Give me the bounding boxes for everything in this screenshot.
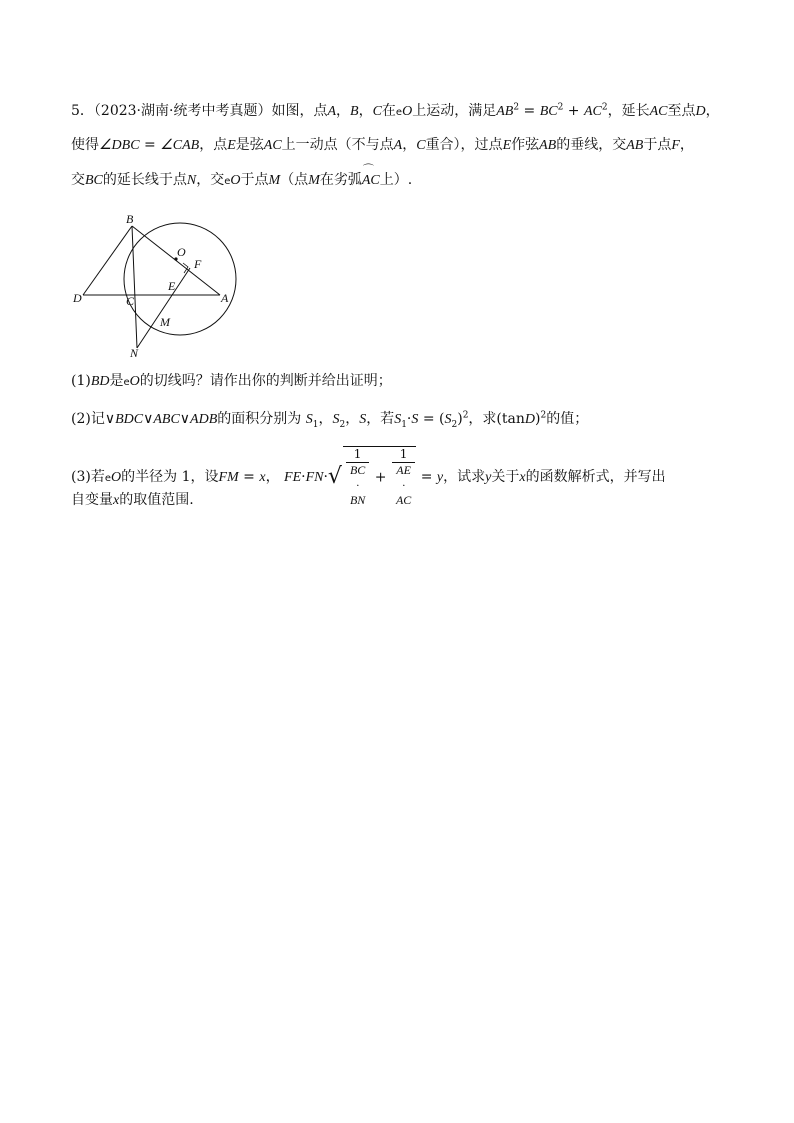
text: ， bbox=[318, 411, 333, 427]
text: 是 bbox=[109, 373, 124, 389]
question-number: (1) bbox=[71, 373, 91, 389]
text: 记 bbox=[90, 411, 105, 427]
point-label: O bbox=[230, 173, 241, 188]
point-label: A bbox=[327, 104, 337, 119]
triangle-symbol: ∨ bbox=[179, 411, 191, 427]
label-m: M bbox=[160, 315, 170, 329]
variable-y: y bbox=[485, 470, 492, 485]
segment-label: FE bbox=[284, 470, 302, 485]
question-3-line-2 bbox=[71, 490, 194, 511]
text: 上）. bbox=[379, 172, 413, 188]
text: 是弦 bbox=[235, 137, 264, 153]
triangle-label: ADB bbox=[190, 412, 218, 427]
text: ， bbox=[336, 103, 351, 119]
text: 的延长线于点 bbox=[102, 172, 187, 188]
circle-symbol: e bbox=[104, 473, 111, 484]
plus: + bbox=[563, 103, 584, 119]
variable-x: x bbox=[259, 470, 266, 485]
text: 的函数解析式，并写出 bbox=[525, 469, 666, 485]
text: ， bbox=[679, 137, 694, 153]
variable-y: y bbox=[436, 470, 444, 485]
text: 重合），过点 bbox=[425, 137, 503, 153]
text: 作弦 bbox=[511, 137, 540, 153]
segment-label: AC bbox=[395, 493, 412, 507]
equals: = bbox=[519, 103, 540, 119]
point-label: O bbox=[129, 374, 140, 389]
point-label: C bbox=[416, 138, 426, 153]
label-o: O bbox=[177, 245, 186, 259]
point-label: F bbox=[671, 138, 680, 153]
angle-label: ∠DBC bbox=[99, 138, 140, 153]
text: 于点 bbox=[643, 137, 672, 153]
arc-label: ⌒ AC bbox=[362, 171, 380, 191]
segment-label: FM bbox=[218, 470, 239, 485]
area-symbol: S bbox=[444, 412, 452, 427]
angle-label: ∠CAB bbox=[160, 138, 200, 153]
problem-line-1 bbox=[71, 101, 720, 123]
superscript: 2 bbox=[462, 410, 469, 421]
segment-label: BC bbox=[539, 104, 558, 119]
point-label: D bbox=[695, 104, 706, 119]
segment-label: BD bbox=[90, 374, 110, 389]
text: ，点 bbox=[199, 137, 228, 153]
segment-label: BC bbox=[349, 463, 366, 477]
radical-sign: √ bbox=[327, 464, 342, 489]
text: ，交 bbox=[196, 172, 225, 188]
question-1 bbox=[71, 371, 392, 393]
triangle-symbol: ∨ bbox=[143, 411, 154, 427]
area-symbol: S bbox=[332, 412, 340, 427]
point-label: C bbox=[372, 104, 382, 119]
text: 使得 bbox=[71, 137, 99, 153]
label-c: C bbox=[126, 294, 135, 308]
label-n: N bbox=[130, 346, 139, 358]
text: 的半径为 1，设 bbox=[121, 469, 219, 485]
text: ，延长 bbox=[607, 103, 650, 119]
text: 在 bbox=[381, 103, 396, 119]
superscript: 2 bbox=[557, 102, 564, 113]
text: ， bbox=[705, 103, 720, 119]
point-label: O bbox=[402, 104, 413, 119]
subscript: 1 bbox=[401, 419, 407, 430]
text: ，若 bbox=[366, 411, 395, 427]
point-label: A bbox=[393, 138, 403, 153]
triangle-label: ABC bbox=[153, 412, 180, 427]
text: 如图，点 bbox=[271, 103, 328, 119]
numerator: 1 bbox=[346, 447, 369, 463]
text: （点 bbox=[280, 172, 309, 188]
point-label: D bbox=[524, 412, 536, 427]
fraction-1 bbox=[346, 447, 369, 508]
circle-symbol: e bbox=[123, 377, 130, 388]
segment-label: AC bbox=[649, 104, 668, 119]
segment-label: AC bbox=[583, 104, 602, 119]
segment-label: AB bbox=[539, 138, 557, 153]
segment-label: AB bbox=[626, 138, 644, 153]
text: ， bbox=[402, 137, 417, 153]
fraction-2 bbox=[392, 447, 415, 508]
point-label: E bbox=[227, 138, 236, 153]
circle-symbol: e bbox=[395, 107, 403, 118]
dot: · bbox=[356, 478, 360, 492]
segment-label: AC bbox=[263, 138, 282, 153]
text: 关于 bbox=[491, 469, 520, 485]
point-label: B bbox=[350, 104, 359, 119]
problem-line-2 bbox=[71, 135, 694, 156]
equals: = bbox=[238, 469, 260, 485]
text: ，试求 bbox=[443, 469, 486, 485]
problem-source: （2023·湖南·统考中考真题） bbox=[93, 103, 272, 119]
superscript: 2 bbox=[601, 102, 608, 113]
point-label: O bbox=[111, 470, 122, 485]
segment-label: AE bbox=[396, 463, 411, 477]
tan-function: tan bbox=[501, 411, 525, 427]
label-b: B bbox=[126, 212, 134, 226]
subscript: 2 bbox=[451, 419, 458, 430]
text: 上一动点（不与点 bbox=[281, 137, 394, 153]
label-d: D bbox=[73, 291, 82, 305]
point-label: M bbox=[308, 173, 320, 188]
area-symbol: S bbox=[394, 412, 402, 427]
point-label: E bbox=[502, 138, 512, 153]
label-f: F bbox=[194, 257, 202, 271]
area-symbol: S bbox=[411, 412, 419, 427]
subscript: 2 bbox=[339, 419, 346, 430]
point-label: M bbox=[268, 173, 281, 188]
text: 自变量 bbox=[71, 492, 113, 508]
triangle-label: BDC bbox=[115, 412, 144, 427]
equals: = bbox=[418, 411, 440, 427]
superscript: 2 bbox=[513, 102, 520, 113]
triangle-symbol: ∨ bbox=[104, 411, 116, 427]
variable-x: x bbox=[519, 470, 526, 485]
text: 的值； bbox=[546, 411, 589, 427]
text: 至点 bbox=[667, 103, 696, 119]
text: 的取值范围. bbox=[119, 492, 194, 508]
label-e: E bbox=[168, 279, 176, 293]
dot: · bbox=[402, 478, 406, 492]
segment-label: BN bbox=[349, 493, 366, 507]
label-a: A bbox=[221, 291, 229, 305]
question-number: (3) bbox=[71, 469, 91, 485]
problem-line-3 bbox=[71, 170, 412, 192]
text: 上运动，满足 bbox=[412, 103, 497, 119]
text: ，求 bbox=[468, 411, 497, 427]
text: 的面积分别为 bbox=[217, 411, 302, 427]
dot: · bbox=[323, 469, 328, 485]
text: 在劣弧 bbox=[319, 172, 362, 188]
text: 交 bbox=[71, 172, 85, 188]
segment-label: BC bbox=[85, 173, 103, 188]
area-symbol: S bbox=[305, 412, 313, 427]
text: ， bbox=[345, 411, 360, 427]
geometry-figure bbox=[70, 208, 250, 358]
dot: · bbox=[301, 469, 306, 485]
radicand bbox=[343, 446, 416, 508]
superscript: 2 bbox=[540, 410, 547, 421]
circle-symbol: e bbox=[224, 176, 231, 187]
text: ， bbox=[358, 103, 373, 119]
segment-label: FN bbox=[305, 470, 324, 485]
variable-x: x bbox=[113, 493, 120, 508]
denominator bbox=[346, 463, 369, 508]
problem-number: 5． bbox=[71, 103, 94, 119]
question-2: (2)记∨BDC∨ABC∨ADB的面积分别为 $S_1$，$S_2$，S，若$S_1\cdot S = (S_2)^2$，求$(\tan D)^2$的值； bbox=[71, 410, 589, 430]
circle-o bbox=[124, 223, 236, 335]
text: 的垂线，交 bbox=[556, 137, 627, 153]
segment-label: AB bbox=[496, 104, 514, 119]
equals: = bbox=[416, 469, 437, 485]
text: 的切线吗？请作出你的判断并给出证明； bbox=[139, 373, 392, 389]
question-number: (2) bbox=[71, 411, 91, 427]
area-symbol: S bbox=[359, 412, 367, 427]
dot: · bbox=[406, 411, 412, 427]
text: 于点 bbox=[240, 172, 269, 188]
subscript: 1 bbox=[312, 419, 319, 430]
denominator bbox=[392, 463, 415, 508]
point-label: N bbox=[186, 173, 197, 188]
plus: + bbox=[370, 469, 391, 486]
text: 若 bbox=[90, 469, 105, 485]
equals: = bbox=[139, 137, 161, 153]
numerator: 1 bbox=[392, 447, 415, 463]
segment-fn bbox=[137, 268, 190, 348]
text: ， bbox=[265, 469, 280, 485]
